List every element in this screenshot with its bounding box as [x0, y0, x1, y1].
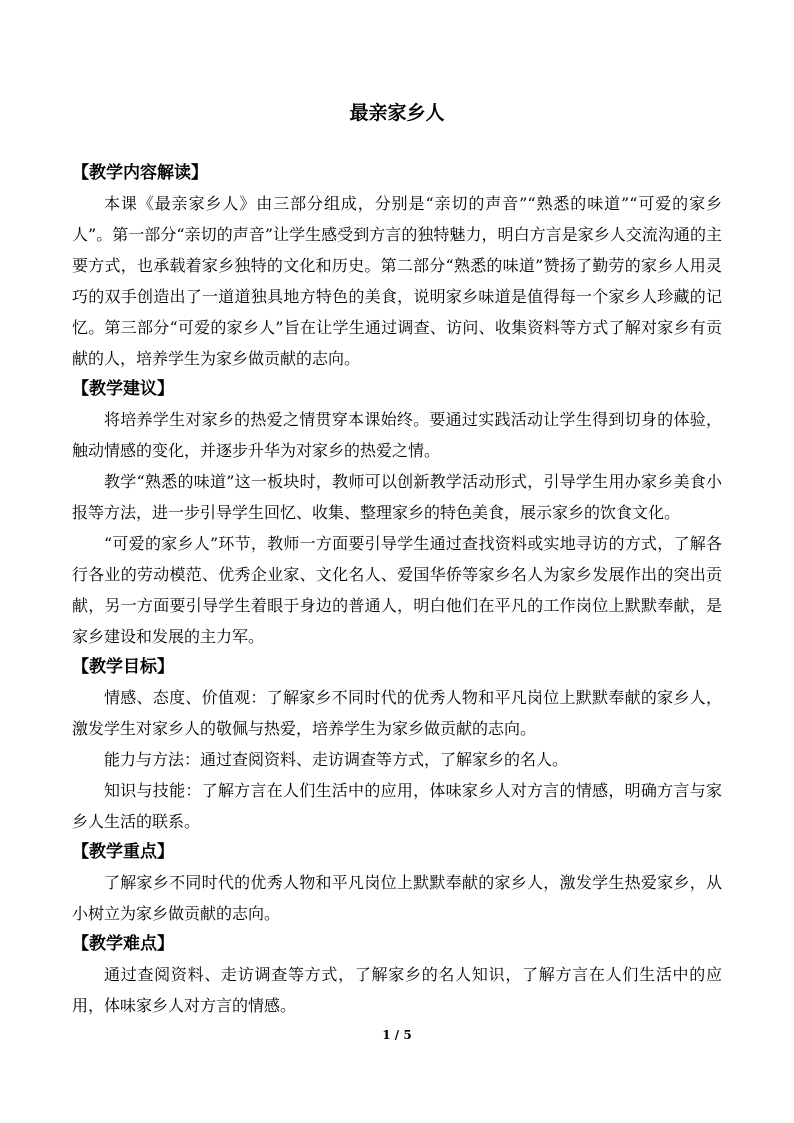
page-number: 1 / 5 — [382, 1028, 412, 1042]
paragraph: 情感、态度、价值观：了解家乡不同时代的优秀人物和平凡岗位上默默奉献的家乡人，激发学生对家乡人的敬佩与热爱，培养学生为家乡做贡献的志向。 — [72, 688, 722, 738]
section-teaching-objectives — [72, 652, 722, 837]
section-difficulties — [72, 929, 722, 1021]
section-heading: 【教学重点】 — [72, 842, 174, 862]
section-heading: 【教学难点】 — [72, 934, 174, 954]
section-key-points — [72, 837, 722, 929]
paragraph: 通过查阅资料、走访调查等方式，了解家乡的名人知识，了解方言在人们生活中的应用，体味家乡人对方言的情感。 — [72, 965, 722, 1015]
section-heading: 【教学目标】 — [72, 657, 174, 677]
paragraph: 教学“熟悉的味道”这一板块时，教师可以创新教学活动形式，引导学生用办家乡美食小报等方法，进一步引导学生回忆、收集、整理家乡的特色美食，展示家乡的饮食文化。 — [72, 472, 722, 522]
section-teaching-suggestions — [72, 374, 722, 652]
paragraph: 本课《最亲家乡人》由三部分组成，分别是“亲切的声音”“熟悉的味道”“可爱的家乡人”。第一部分“亲切的声音”让学生感受到方言的独特魅力，明白方言是家乡人交流沟通的主要方式，也承载着家乡独特的文化和历史。第二部分“熟悉的味道”赞扬了勤劳的家乡人用灵巧的双手创造出了一道道独具地方特色的美食，说明家乡味道是值得每一个家乡人珍藏的记忆。第三部分“可爱的家乡人”旨在让学生通过调查、访问、收集资料等方式了解对家乡有贡献的人，培养学生为家乡做贡献的志向。 — [72, 194, 722, 368]
section-heading: 【教学建议】 — [72, 379, 174, 399]
paragraph: “可爱的家乡人”环节，教师一方面要引导学生通过查找资料或实地寻访的方式，了解各行各业的劳动模范、优秀企业家、文化名人、爱国华侨等家乡名人为家乡发展作出的突出贡献，另一方面要引导学生着眼于身边的普通人，明白他们在平凡的工作岗位上默默奉献，是家乡建设和发展的主力军。 — [72, 534, 722, 646]
paragraph: 了解家乡不同时代的优秀人物和平凡岗位上默默奉献的家乡人，激发学生热爱家乡，从小树立为家乡做贡献的志向。 — [72, 873, 722, 923]
section-heading: 【教学内容解读】 — [72, 163, 208, 183]
paragraph: 知识与技能：了解方言在人们生活中的应用，体味家乡人对方言的情感，明确方言与家乡人生活的联系。 — [72, 781, 722, 831]
document-body — [72, 158, 722, 1021]
document-title: 最亲家乡人 — [349, 102, 445, 124]
paragraph: 将培养学生对家乡的热爱之情贯穿本课始终。要通过实践活动让学生得到切身的体验，触动情感的变化，并逐步升华为对家乡的热爱之情。 — [72, 410, 722, 460]
section-content-interpretation — [72, 158, 722, 374]
paragraph: 能力与方法：通过查阅资料、走访调查等方式，了解家乡的名人。 — [104, 750, 569, 769]
